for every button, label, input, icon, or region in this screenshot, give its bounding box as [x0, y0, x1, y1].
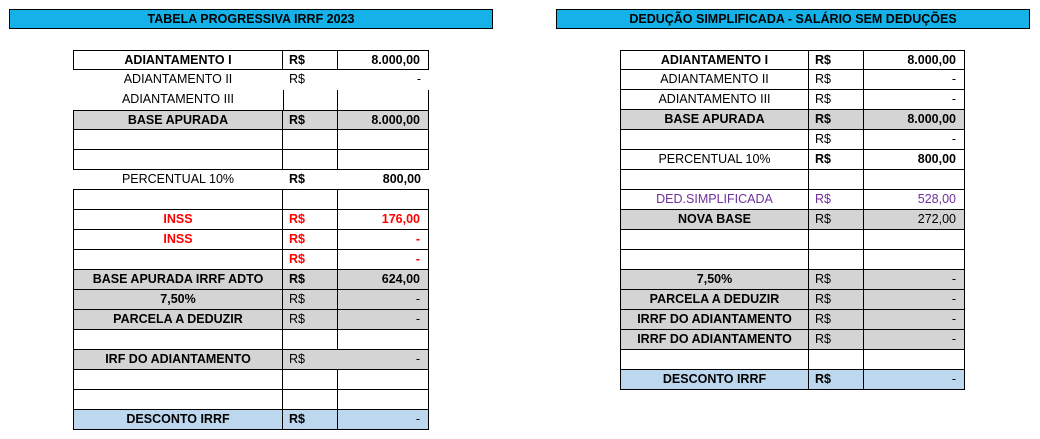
row-label[interactable]: BASE APURADA — [73, 110, 283, 130]
row-label[interactable]: ADIANTAMENTO III — [121, 92, 235, 106]
row-label[interactable] — [620, 350, 809, 370]
row-value[interactable]: - — [338, 350, 429, 370]
row-currency[interactable] — [809, 250, 864, 270]
row-value[interactable] — [338, 330, 429, 350]
table-row — [73, 150, 429, 170]
table-row — [620, 250, 965, 270]
table-row — [73, 90, 429, 110]
row-label[interactable]: PERCENTUAL 10% — [73, 170, 283, 190]
row-label[interactable] — [73, 370, 283, 390]
row-currency[interactable] — [283, 150, 338, 170]
row-label[interactable]: NOVA BASE — [620, 210, 809, 230]
row-currency[interactable]: R$ — [809, 70, 864, 90]
row-currency[interactable] — [809, 230, 864, 250]
table-row — [73, 110, 429, 130]
row-label[interactable]: ADIANTAMENTO I — [73, 50, 283, 70]
table-row — [73, 350, 429, 370]
row-currency[interactable] — [283, 330, 338, 350]
row-label[interactable]: DESCONTO IRRF — [73, 410, 283, 430]
row-value[interactable]: - — [338, 250, 429, 270]
row-value[interactable] — [338, 130, 429, 150]
table-row — [73, 270, 429, 290]
table-row — [620, 350, 965, 370]
table-row — [73, 130, 429, 150]
row-value[interactable] — [338, 150, 429, 170]
row-value[interactable]: 624,00 — [338, 270, 429, 290]
row-currency[interactable] — [283, 130, 338, 150]
row-label[interactable] — [73, 150, 283, 170]
row-label[interactable]: IRRF DO ADIANTAMENTO — [620, 310, 809, 330]
table-row — [73, 370, 429, 390]
left-table-title[interactable]: TABELA PROGRESSIVA IRRF 2023 — [9, 9, 493, 29]
table-row — [73, 70, 429, 90]
row-currency[interactable]: R$ — [283, 250, 338, 270]
table-row — [620, 110, 965, 130]
row-currency[interactable]: R$ — [809, 150, 864, 170]
row-currency[interactable] — [809, 350, 864, 370]
row-label[interactable]: BASE APURADA IRRF ADTO — [73, 270, 283, 290]
row-label[interactable] — [73, 330, 283, 350]
row-currency[interactable]: R$ — [283, 410, 338, 430]
row-value[interactable]: 528,00 — [864, 190, 965, 210]
row-label[interactable] — [73, 390, 283, 410]
row-currency[interactable]: R$ — [289, 72, 305, 86]
table-row — [73, 210, 429, 230]
row-label[interactable]: INSS — [73, 230, 283, 250]
table-row — [620, 50, 965, 70]
table-row — [73, 170, 429, 190]
row-label[interactable] — [73, 250, 283, 270]
table-row — [620, 330, 965, 350]
table-row — [620, 170, 965, 190]
table-row — [620, 310, 965, 330]
row-currency[interactable]: R$ — [809, 110, 864, 130]
row-currency[interactable] — [283, 90, 338, 110]
row-value[interactable]: - — [864, 90, 965, 110]
row-value[interactable]: - — [416, 72, 421, 86]
row-value[interactable]: - — [864, 270, 965, 290]
row-label[interactable]: IRF DO ADIANTAMENTO — [73, 350, 283, 370]
row-value[interactable] — [864, 250, 965, 270]
row-currency[interactable]: R$ — [809, 90, 864, 110]
row-label[interactable] — [620, 250, 809, 270]
table-row — [73, 390, 429, 410]
row-value[interactable]: - — [338, 230, 429, 250]
table-row — [620, 150, 965, 170]
right-table-title[interactable]: DEDUÇÃO SIMPLIFICADA - SALÁRIO SEM DEDUÇÕES — [556, 9, 1030, 29]
row-label[interactable] — [620, 230, 809, 250]
table-row — [73, 230, 429, 250]
row-currency[interactable] — [283, 190, 338, 210]
table-row — [73, 250, 429, 270]
simplified-deduction-table — [620, 50, 965, 390]
row-value[interactable]: 8.000,00 — [338, 50, 429, 70]
row-value[interactable] — [338, 190, 429, 210]
row-currency[interactable]: R$ — [809, 370, 864, 390]
row-label[interactable]: ADIANTAMENTO III — [620, 90, 809, 110]
row-value[interactable]: - — [864, 370, 965, 390]
row-value[interactable]: - — [864, 330, 965, 350]
row-currency[interactable]: R$ — [283, 290, 338, 310]
row-value[interactable]: 8.000,00 — [864, 110, 965, 130]
row-label[interactable]: DED.SIMPLIFICADA — [620, 190, 809, 210]
row-label[interactable]: 7,50% — [620, 270, 809, 290]
row-currency[interactable]: R$ — [809, 50, 864, 70]
row-currency[interactable]: R$ — [283, 270, 338, 290]
row-currency[interactable]: R$ — [809, 310, 864, 330]
row-value[interactable]: 176,00 — [338, 210, 429, 230]
row-currency[interactable]: R$ — [283, 310, 338, 330]
row-label[interactable]: ADIANTAMENTO I — [620, 50, 809, 70]
row-label[interactable]: PERCENTUAL 10% — [620, 150, 809, 170]
table-row — [620, 370, 965, 390]
row-currency[interactable]: R$ — [283, 350, 338, 370]
row-currency[interactable]: R$ — [283, 170, 338, 190]
row-value[interactable]: - — [864, 70, 965, 90]
row-currency[interactable]: R$ — [283, 230, 338, 250]
row-value[interactable]: - — [864, 130, 965, 150]
row-currency[interactable]: R$ — [283, 50, 338, 70]
table-row — [620, 210, 965, 230]
row-label[interactable]: ADIANTAMENTO II — [123, 72, 233, 86]
table-row — [620, 230, 965, 250]
row-value[interactable] — [864, 170, 965, 190]
row-currency[interactable]: R$ — [809, 190, 864, 210]
row-label[interactable]: IRRF DO ADIANTAMENTO — [620, 330, 809, 350]
row-label[interactable]: DESCONTO IRRF — [620, 370, 809, 390]
row-currency[interactable]: R$ — [283, 110, 338, 130]
row-value[interactable]: - — [338, 310, 429, 330]
row-currency[interactable]: R$ — [809, 210, 864, 230]
row-value[interactable]: 800,00 — [338, 170, 429, 190]
row-value[interactable] — [864, 350, 965, 370]
table-row — [73, 310, 429, 330]
table-row — [620, 90, 965, 110]
row-currency[interactable]: R$ — [809, 330, 864, 350]
table-row — [73, 330, 429, 350]
table-row — [620, 70, 965, 90]
row-value[interactable]: - — [338, 410, 429, 430]
row-value[interactable]: 8.000,00 — [338, 110, 429, 130]
row-currency[interactable]: R$ — [809, 130, 864, 150]
row-value[interactable] — [338, 90, 429, 110]
row-label[interactable]: ADIANTAMENTO II — [620, 70, 809, 90]
row-label[interactable]: BASE APURADA — [620, 110, 809, 130]
table-row — [620, 130, 965, 150]
row-value[interactable]: - — [864, 310, 965, 330]
row-label[interactable] — [620, 130, 809, 150]
table-row — [73, 190, 429, 210]
row-label[interactable]: PARCELA A DEDUZIR — [620, 290, 809, 310]
row-value[interactable]: 8.000,00 — [864, 50, 965, 70]
row-label[interactable] — [620, 170, 809, 190]
row-currency[interactable]: R$ — [809, 270, 864, 290]
row-value[interactable]: 800,00 — [864, 150, 965, 170]
row-currency[interactable] — [809, 170, 864, 190]
table-row — [620, 270, 965, 290]
table-row — [73, 290, 429, 310]
row-value[interactable]: - — [338, 290, 429, 310]
table-row — [73, 50, 429, 70]
row-currency[interactable] — [283, 390, 338, 410]
row-label[interactable]: 7,50% — [73, 290, 283, 310]
row-value[interactable]: 272,00 — [864, 210, 965, 230]
row-currency[interactable]: R$ — [283, 210, 338, 230]
table-row — [620, 190, 965, 210]
row-label[interactable]: INSS — [73, 210, 283, 230]
row-currency[interactable]: R$ — [809, 290, 864, 310]
row-label[interactable]: PARCELA A DEDUZIR — [73, 310, 283, 330]
row-label[interactable] — [73, 190, 283, 210]
progressive-table — [73, 50, 429, 430]
row-value[interactable] — [338, 390, 429, 410]
row-value[interactable]: - — [864, 290, 965, 310]
row-value[interactable] — [864, 230, 965, 250]
table-row — [73, 410, 429, 430]
row-currency[interactable] — [283, 370, 338, 390]
row-value[interactable] — [338, 370, 429, 390]
table-row — [620, 290, 965, 310]
row-label[interactable] — [73, 130, 283, 150]
